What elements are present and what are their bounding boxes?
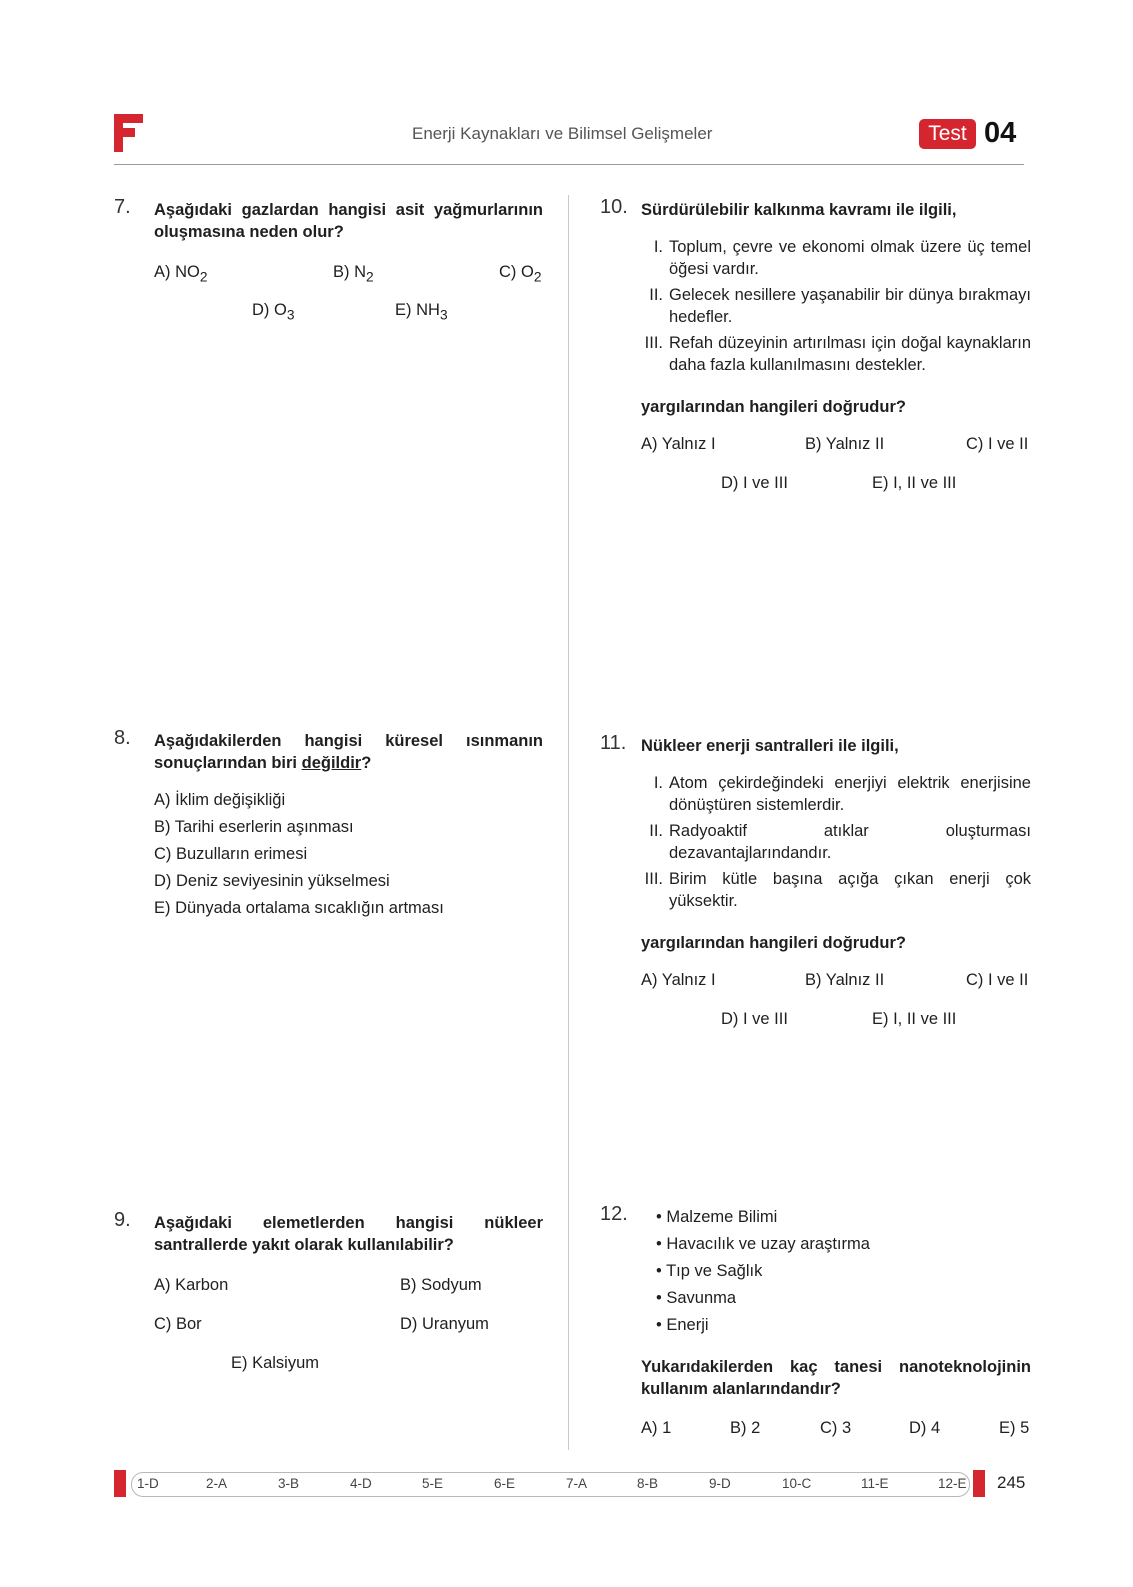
header-divider bbox=[114, 164, 1024, 165]
option-a[interactable]: A) Yalnız I bbox=[641, 435, 716, 453]
option-b[interactable]: B) Sodyum bbox=[400, 1276, 482, 1294]
option-e[interactable]: E) Dünyada ortalama sıcaklığın artması bbox=[154, 899, 444, 917]
option-b[interactable]: B) 2 bbox=[730, 1419, 761, 1437]
question-stem: Nükleer enerji santralleri ile ilgili, bbox=[641, 737, 899, 755]
option-d[interactable]: D) 4 bbox=[909, 1419, 941, 1437]
question-7 bbox=[114, 196, 543, 323]
option-b[interactable]: B) Yalnız II bbox=[805, 435, 885, 453]
statement-3: III. Refah düzeyinin artırılması için doğal kaynakların daha fazla kullanılmasını destekler. bbox=[644, 334, 1031, 374]
option-c[interactable]: C) $O_2$ bbox=[499, 263, 542, 285]
question-10 bbox=[600, 196, 1031, 508]
question-stem: Sürdürülebilir kalkınma kavramı ile ilgili, bbox=[641, 201, 957, 219]
question-8 bbox=[114, 727, 543, 924]
option-d[interactable]: D) $O_3$ bbox=[252, 301, 295, 323]
option-b[interactable]: B) Tarihi eserlerin aşınması bbox=[154, 818, 354, 836]
question-stem: Aşağıdakilerden hangisi küresel ısınmanın sonuçlarından biri değildir? bbox=[154, 732, 543, 772]
bullet-item: • Tıp ve Sağlık bbox=[656, 1262, 763, 1280]
option-e[interactable]: E) 5 bbox=[999, 1419, 1030, 1437]
answer-key-item: 1-D bbox=[137, 1476, 159, 1491]
question-stem: Yukarıdakilerden kaç tanesi nanoteknolojinin kullanım alanlarındandır? bbox=[641, 1358, 1031, 1398]
answer-key-item: 8-B bbox=[637, 1476, 659, 1491]
bullet-list bbox=[656, 1206, 1031, 1336]
question-number: 8. bbox=[114, 727, 131, 749]
statement-2: II. Radyoaktif atıklar oluşturması dezavantajlarındandır. bbox=[649, 822, 1031, 862]
option-d[interactable]: D) I ve III bbox=[721, 1010, 788, 1028]
answer-key-item: 6-E bbox=[494, 1476, 516, 1491]
page-title: Enerji Kaynakları ve Bilimsel Gelişmeler bbox=[412, 124, 713, 143]
option-c[interactable]: C) I ve II bbox=[966, 435, 1029, 453]
bullet-item: • Malzeme Bilimi bbox=[656, 1208, 778, 1226]
option-e[interactable]: E) Kalsiyum bbox=[231, 1354, 320, 1372]
option-c[interactable]: C) Buzulların erimesi bbox=[154, 845, 308, 863]
option-e[interactable]: E) I, II ve III bbox=[872, 1010, 957, 1028]
statements-list bbox=[641, 236, 1031, 376]
answer-key-right-marker bbox=[973, 1470, 985, 1497]
answer-key-item: 2-A bbox=[206, 1476, 228, 1491]
bullet-item: • Havacılık ve uzay araştırma bbox=[656, 1235, 870, 1253]
publisher-logo bbox=[114, 114, 144, 154]
answer-key-item: 5-E bbox=[422, 1476, 444, 1491]
bullet-item: • Enerji bbox=[656, 1316, 709, 1334]
question-number: 7. bbox=[114, 196, 131, 218]
option-d[interactable]: D) Deniz seviyesinin yükselmesi bbox=[154, 872, 390, 890]
option-c[interactable]: C) Bor bbox=[154, 1315, 202, 1333]
question-stem: Aşağıdaki gazlardan hangisi asit yağmurlarının oluşmasına neden olur? bbox=[154, 201, 543, 241]
statement-3: III. Birim kütle başına açığa çıkan enerji çok yüksektir. bbox=[644, 870, 1031, 910]
statement-1: I. Toplum, çevre ve ekonomi olmak üzere üç temel öğesi vardır. bbox=[653, 238, 1031, 278]
question-prompt: yargılarından hangileri doğrudur? bbox=[641, 934, 906, 952]
column-divider bbox=[568, 195, 569, 1450]
question-12 bbox=[600, 1203, 1031, 1440]
option-a[interactable]: A) Yalnız I bbox=[641, 971, 716, 989]
options-list bbox=[154, 789, 543, 919]
statements-list bbox=[641, 772, 1031, 912]
answer-key-bar bbox=[131, 1472, 970, 1497]
option-a[interactable]: A) İklim değişikliği bbox=[154, 791, 286, 809]
option-e[interactable]: E) I, II ve III bbox=[872, 474, 957, 492]
emphasis-underline: değildir bbox=[301, 754, 362, 772]
test-badge: Test bbox=[919, 119, 976, 149]
option-c[interactable]: C) I ve II bbox=[966, 971, 1029, 989]
option-b[interactable]: B) Yalnız II bbox=[805, 971, 885, 989]
bullet-item: • Savunma bbox=[656, 1289, 737, 1307]
answer-key-item: 10-C bbox=[782, 1476, 812, 1491]
question-number: 10. bbox=[600, 196, 628, 218]
answer-key-item: 12-E bbox=[938, 1476, 967, 1491]
answer-key-item: 4-D bbox=[350, 1476, 372, 1491]
question-11 bbox=[600, 732, 1031, 1044]
page-number: 245 bbox=[997, 1473, 1026, 1492]
test-number: 04 bbox=[984, 117, 1017, 149]
answer-key-item: 11-E bbox=[861, 1476, 889, 1491]
question-stem: Aşağıdaki elemetlerden hangisi nükleer santrallerde yakıt olarak kullanılabilir? bbox=[154, 1214, 543, 1254]
question-number: 9. bbox=[114, 1209, 131, 1231]
option-e[interactable]: E) $NH_3$ bbox=[395, 301, 448, 323]
option-b[interactable]: B) $N_2$ bbox=[333, 263, 374, 285]
option-a[interactable]: A) 1 bbox=[641, 1419, 672, 1437]
option-d[interactable]: D) Uranyum bbox=[400, 1315, 489, 1333]
answer-key-left-marker bbox=[114, 1470, 126, 1497]
question-number: 12. bbox=[600, 1203, 628, 1225]
option-a[interactable]: A) $NO_2$ bbox=[154, 263, 208, 285]
question-number: 11. bbox=[600, 732, 627, 754]
option-a[interactable]: A) Karbon bbox=[154, 1276, 229, 1294]
question-9 bbox=[114, 1209, 543, 1372]
statement-1: I. Atom çekirdeğindeki enerjiyi elektrik enerjisine dönüştüren sistemlerdir. bbox=[653, 774, 1031, 814]
question-prompt: yargılarından hangileri doğrudur? bbox=[641, 398, 906, 416]
option-c[interactable]: C) 3 bbox=[820, 1419, 852, 1437]
statement-2: II. Gelecek nesillere yaşanabilir bir dünya bırakmayı hedefler. bbox=[649, 286, 1031, 326]
answer-key-item: 7-A bbox=[566, 1476, 588, 1491]
answer-key-item: 3-B bbox=[278, 1476, 300, 1491]
answer-key-item: 9-D bbox=[709, 1476, 731, 1491]
option-d[interactable]: D) I ve III bbox=[721, 474, 788, 492]
